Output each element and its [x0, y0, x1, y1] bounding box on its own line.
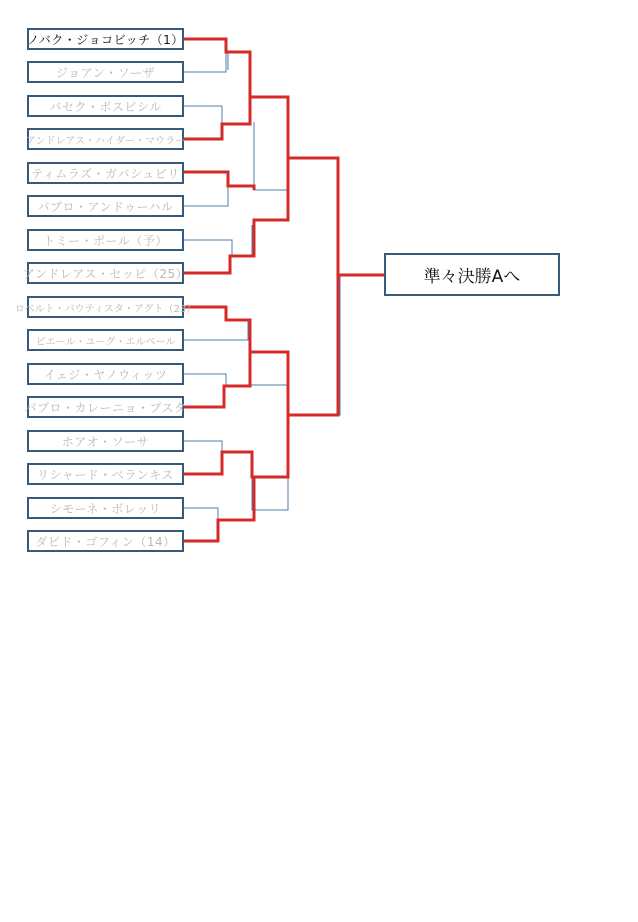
player-slot-15: シモーネ・ボレッリ — [27, 497, 184, 519]
player-slot-7: トミー・ポール（予） — [27, 229, 184, 251]
player-slot-8: アンドレアス・セッピ（25） — [27, 262, 184, 284]
bracket-connector-8 — [184, 508, 218, 520]
bracket-connector-13 — [252, 415, 288, 510]
player-slot-12: パブロ・カレーニョ・ブスタ — [27, 396, 184, 418]
player-slot-16: ダビド・ゴフィン（14） — [27, 530, 184, 552]
bracket-connector-12 — [250, 358, 288, 385]
bracket-connector-2 — [184, 106, 222, 124]
bracket-connector-3 — [184, 186, 228, 206]
player-slot-6: パブロ・アンドゥーハル — [27, 195, 184, 217]
winner-path-7 — [184, 415, 288, 477]
player-slot-14: リシャード・ベランキス — [27, 463, 184, 485]
bracket-connector-5 — [184, 320, 248, 340]
bracket-connector-10 — [254, 122, 288, 190]
player-slot-5: ティムラズ・ガバシュビリ — [27, 162, 184, 184]
player-slot-13: ホアオ・ソーサ — [27, 430, 184, 452]
bracket-connector-7 — [184, 441, 222, 458]
winner-path-6 — [184, 352, 250, 407]
winner-path-5 — [184, 275, 338, 415]
winner-path-3 — [184, 172, 254, 190]
player-slot-3: バセク・ポスピシル — [27, 95, 184, 117]
player-slot-1: ノバク・ジョコビッチ（1） — [27, 28, 184, 50]
winner-path-8 — [184, 477, 254, 541]
quarterfinal-a-box: 準々決勝Aへ — [384, 253, 560, 296]
player-slot-4: アンドレアス・ハイダー・マウラー — [27, 128, 184, 150]
bracket-connector-4 — [184, 240, 232, 256]
player-slot-10: ピエール・ユーグ・エルベール — [27, 329, 184, 351]
bracket-connector-6 — [184, 374, 226, 386]
player-slot-9: ロベルト・バウティスタ・アグト（23） — [27, 296, 184, 318]
player-slot-2: ジョアン・ソーザ — [27, 61, 184, 83]
player-slot-11: イェジ・ヤノウィッツ — [27, 363, 184, 385]
bracket-connector-1 — [184, 52, 226, 72]
winner-path-4 — [184, 158, 288, 273]
winner-path-2 — [184, 97, 250, 139]
bracket-connector-15 — [288, 275, 340, 415]
